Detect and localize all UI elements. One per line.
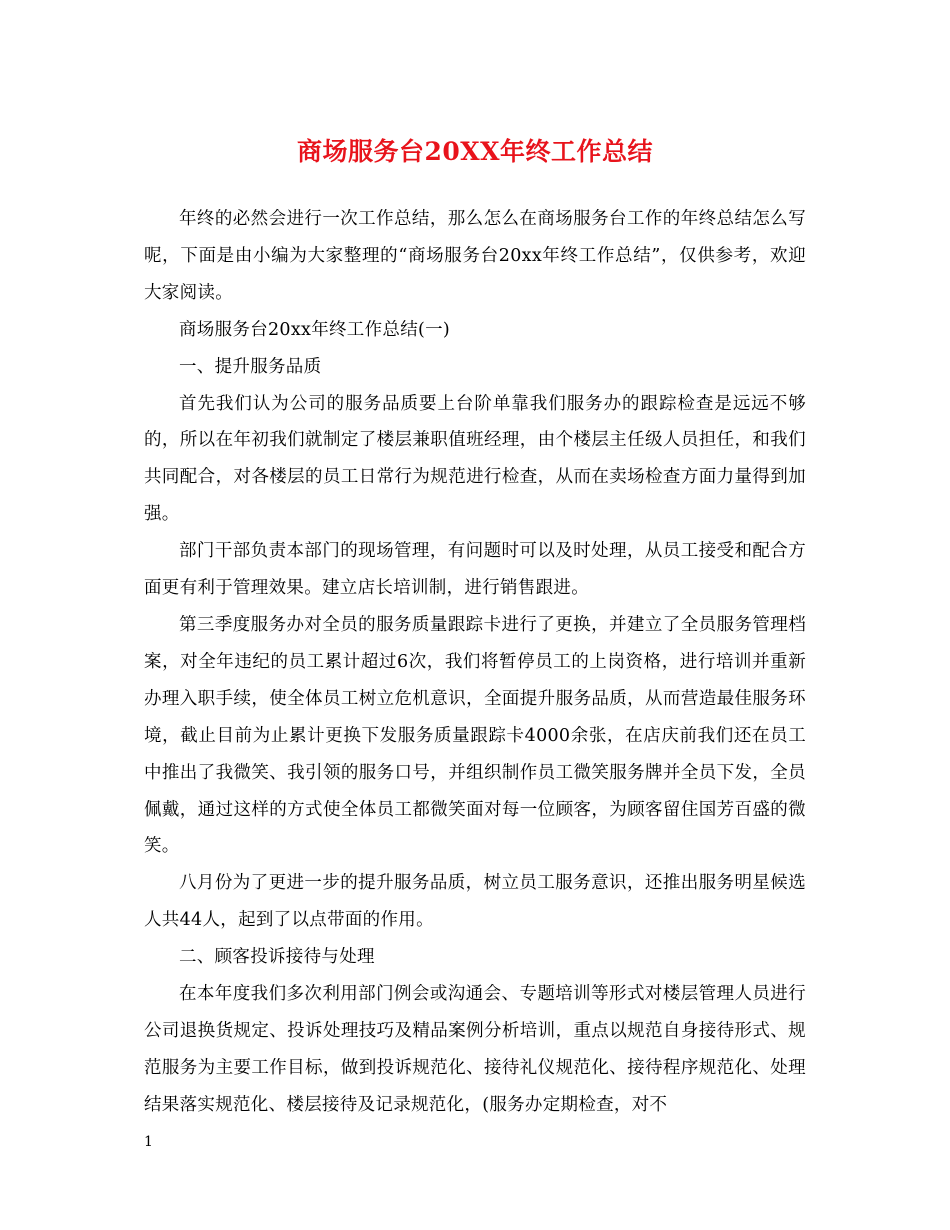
paragraph-complaint-training: 在本年度我们多次利用部门例会或沟通会、专题培训等形式对楼层管理人员进行公司退换货规定、投诉处理技巧及精品案例分析培训，重点以规范自身接待形式、规范服务为主要工作目标，做到投诉规范化、接待礼仪规范化、接待程序规范化、处理结果落实规范化、楼层接待及记录规范化，(服务办定期检查，对不 [144, 984, 806, 1115]
paragraph-intro: 年终的必然会进行一次工作总结，那么怎么在商场服务台工作的年终总结怎么写呢，下面是由小编为大家整理的“商场服务台20xx年终工作总结”，仅供参考，欢迎大家阅读。 [144, 209, 806, 303]
heading-improve-service-quality: 一、提升服务品质 [179, 356, 322, 377]
paragraph-department-management: 部门干部负责本部门的现场管理，有问题时可以及时处理，从员工接受和配合方面更有利于管理效果。建立店长培训制，进行销售跟进。 [144, 541, 806, 599]
paragraph-august: 八月份为了更进一步的提升服务品质，树立员工服务意识，还推出服务明星候选人共44人，起到了以点带面的作用。 [144, 873, 806, 931]
document-body [144, 201, 806, 1124]
document-title: 商场服务台20XX年终工作总结 [296, 137, 654, 166]
section-heading-part-one: 商场服务台20xx年终工作总结(一) [179, 319, 451, 340]
heading-complaint-handling: 二、顾客投诉接待与处理 [179, 947, 375, 968]
paragraph-third-quarter: 第三季度服务办对全员的服务质量跟踪卡进行了更换，并建立了全员服务管理档案，对全年违纪的员工累计超过6次，我们将暂停员工的上岗资格，进行培训并重新办理入职手续，使全体员工树立危机意识，全面提升服务品质，从而营造最佳服务环境，截止目前为止累计更换下发服务质量跟踪卡4000余张，在店庆前我们还在员工中推出了我微笑、我引领的服务口号，并组织制作员工微笑服务牌并全员下发，全员佩戴，通过这样的方式使全体员工都微笑面对每一位顾客，为顾客留住国芳百盛的微笑。 [144, 614, 806, 857]
page-number: 1 [144, 1134, 153, 1150]
paragraph-service-quality: 首先我们认为公司的服务品质要上台阶单靠我们服务办的跟踪检查是远远不够的，所以在年初我们就制定了楼层兼职值班经理，由个楼层主任级人员担任，和我们共同配合，对各楼层的员工日常行为规范进行检查，从而在卖场检查方面力量得到加强。 [144, 393, 806, 525]
